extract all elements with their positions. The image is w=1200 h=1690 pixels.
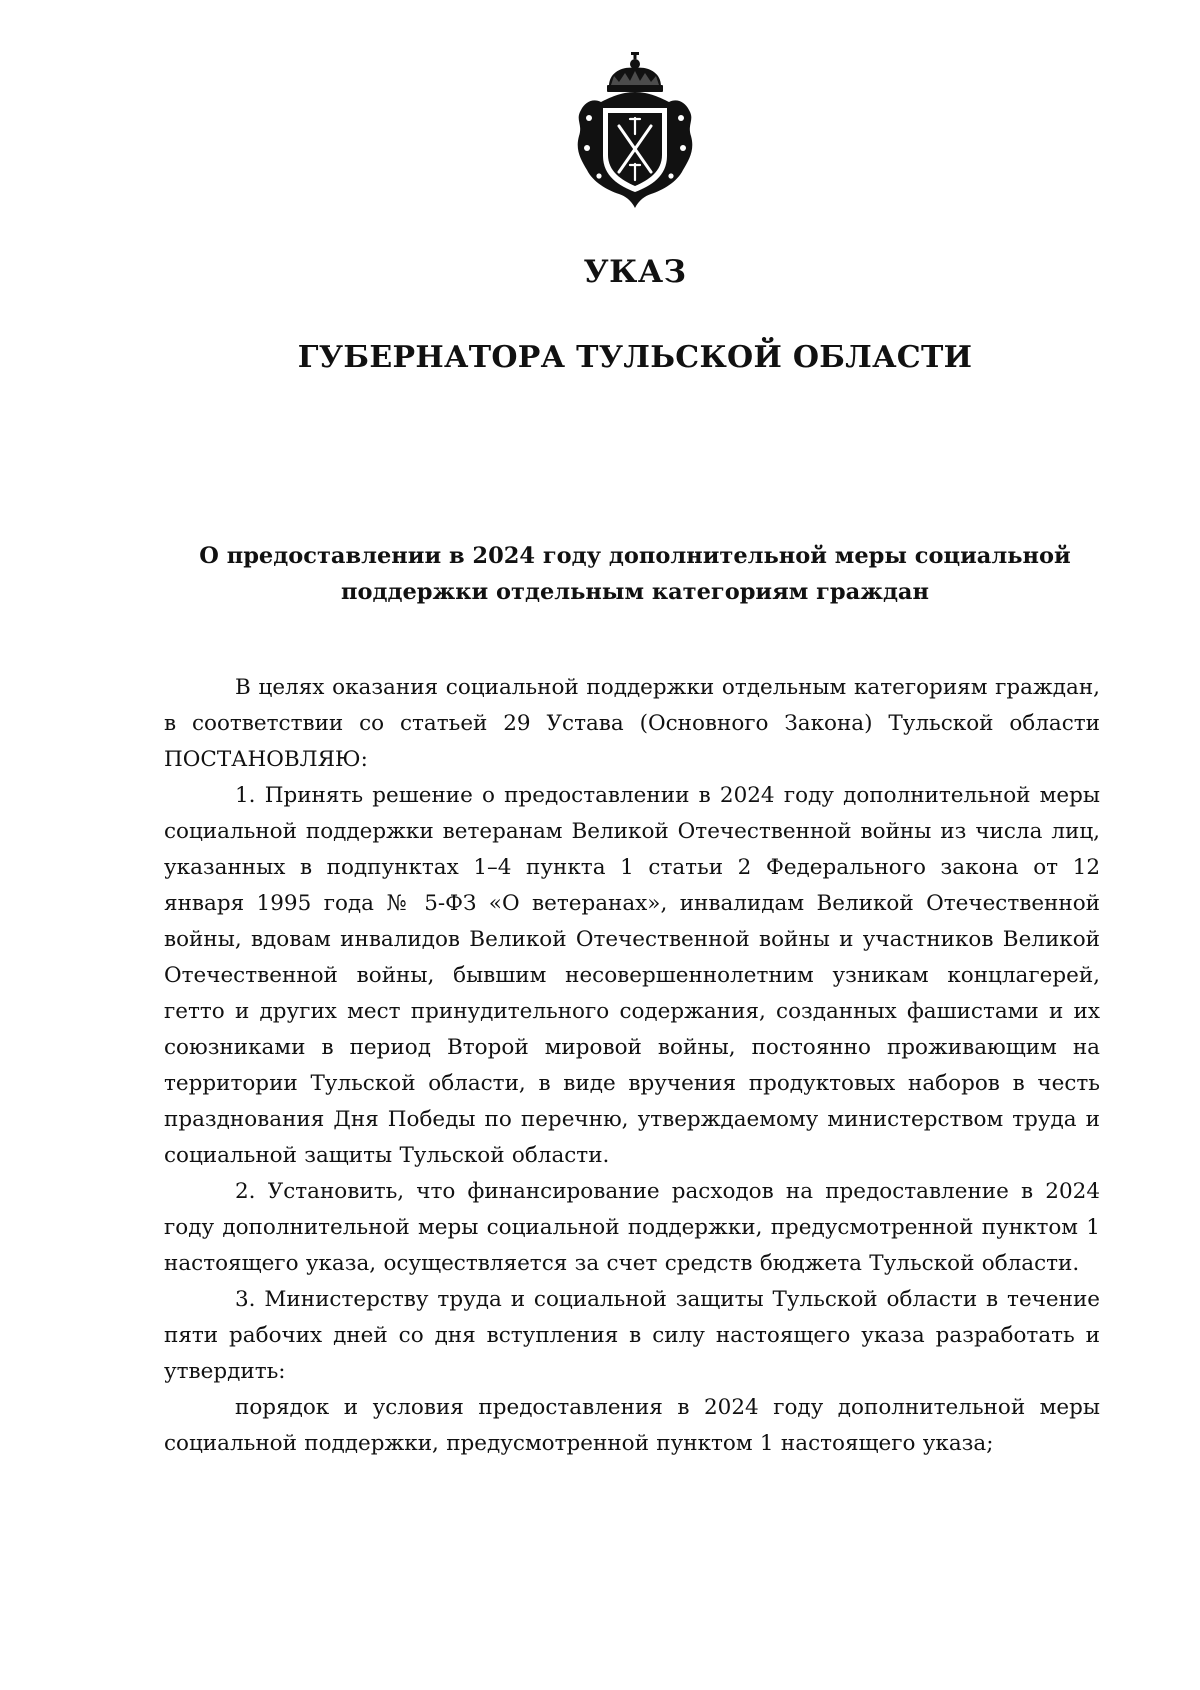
decree-body xyxy=(164,670,1100,1462)
subject-line-1: О предоставлении в 2024 году дополнительной меры социальной xyxy=(199,543,1071,569)
decree-subject xyxy=(190,538,1080,610)
body-item-3-subitem-1: порядок и условия предоставления в 2024 году дополнительной меры социальной поддержки, предусмотренной пунктом 1 настоящего указа; xyxy=(164,1395,1100,1456)
body-intro-paragraph: В целях оказания социальной поддержки отдельным категориям граждан, в соответствии со статьей 29 Устава (Основного Закона) Тульской области ПОСТАНОВЛЯЮ: xyxy=(164,675,1100,772)
decree-issuer: ГУБЕРНАТОРА ТУЛЬСКОЙ ОБЛАСТИ xyxy=(297,340,973,375)
body-item-2: 2. Установить, что финансирование расходов на предоставление в 2024 году дополнительной меры социальной поддержки, предусмотренной пунктом 1 настоящего указа, осуществляется за счет средств бюджета Тульской области. xyxy=(164,1179,1100,1276)
body-item-1: 1. Принять решение о предоставлении в 2024 году дополнительной меры социальной поддержки ветеранам Великой Отечественной войны из числа лиц, указанных в подпунктах 1–4 пункта 1 статьи 2 Федерального закона от 12 января 1995 года № 5-ФЗ «О ветеранах», инвалидам Великой Отечественной войны, вдовам инвалидов Великой Отечественной войны и участников Великой Отечественной войны, бывшим несовершеннолетним узникам концлагерей, гетто и других мест принудительного содержания, созданных фашистами и их союзниками в период Второй мировой войны, постоянно проживающим на территории Тульской области, в виде вручения продуктовых наборов в честь празднования Дня Победы по перечню, утверждаемому министерством труда и социальной защиты Тульской области. xyxy=(164,783,1100,1168)
subject-line-2: поддержки отдельным категориям граждан xyxy=(341,579,929,605)
body-item-3: 3. Министерству труда и социальной защиты Тульской области в течение пяти рабочих дней со дня вступления в силу настоящего указа разработать и утвердить: xyxy=(164,1287,1100,1384)
decree-title: УКАЗ xyxy=(583,254,687,290)
tula-coat-of-arms-emblem xyxy=(567,52,703,210)
